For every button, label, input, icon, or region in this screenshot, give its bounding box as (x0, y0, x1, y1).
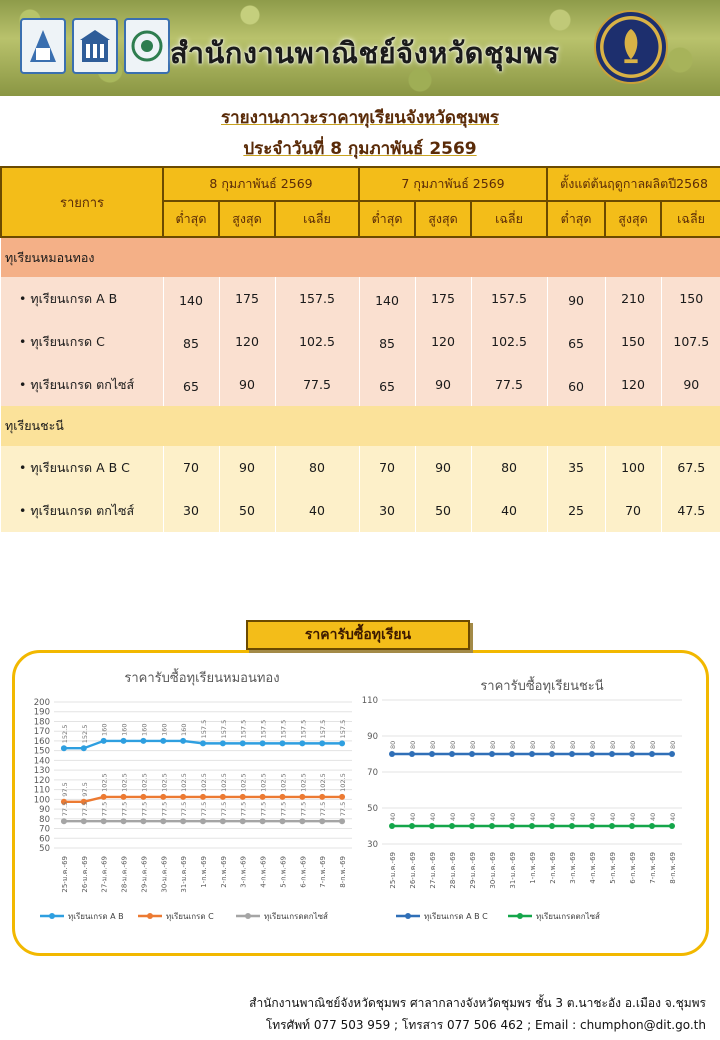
data-point (260, 794, 266, 800)
data-label: 77.5 (319, 801, 328, 817)
data-label: 80 (569, 740, 577, 749)
data-point (509, 751, 515, 757)
x-tick-label: 31-ม.ค.-69 (180, 856, 189, 893)
data-label: 77.5 (239, 801, 248, 817)
emblem-logo (124, 18, 170, 74)
data-label: 77.5 (279, 801, 288, 817)
data-label: 102.5 (140, 773, 149, 792)
x-tick-label: 6-ก.พ.-69 (299, 856, 308, 888)
table-cell: 90 (219, 446, 275, 489)
data-label: 77.5 (180, 801, 189, 817)
data-point (299, 794, 305, 800)
data-point (220, 818, 226, 824)
data-point (549, 823, 555, 829)
data-point (101, 794, 107, 800)
table-row (1, 446, 720, 489)
data-point (429, 823, 435, 829)
table-cell: 90 (415, 446, 471, 489)
footer-address: สำนักงานพาณิชย์จังหวัดชุมพร ศาลากลางจังหวัดชุมพร ชั้น 3 ต.นาชะอัง อ.เมือง จ.ชุมพร (249, 996, 706, 1010)
data-label: 77.5 (100, 801, 109, 817)
y-tick-label: 80 (39, 814, 50, 825)
data-point (319, 740, 325, 746)
table-cell: 140 (163, 277, 219, 320)
x-tick-label: 26-ม.ค.-69 (80, 856, 89, 893)
table-cell: 40 (471, 489, 547, 532)
data-point (649, 823, 655, 829)
group-row (1, 406, 720, 446)
table-cell: 210 (605, 277, 661, 320)
report-title: รายงานภาวะราคาทุเรียนจังหวัดชุมพร (221, 108, 499, 128)
report-date: ประจำวันที่ 8 กุมภาพันธ์ 2569 (243, 139, 477, 159)
y-tick-label: 30 (367, 840, 378, 850)
table-cell: 80 (275, 446, 359, 489)
data-point (409, 751, 415, 757)
data-point (629, 751, 635, 757)
x-tick-label: 27-ม.ค.-69 (100, 856, 109, 893)
data-point (260, 818, 266, 824)
row-label: • ทุเรียนเกรด A B (1, 277, 163, 320)
data-label: 40 (489, 812, 497, 821)
table-cell: 140 (359, 277, 415, 320)
table-row (1, 320, 720, 363)
data-label: 40 (469, 812, 477, 821)
data-label: 157.5 (319, 719, 328, 739)
x-tick-label: 5-ก.พ.-69 (609, 852, 617, 884)
x-tick-label: 4-ก.พ.-69 (259, 856, 268, 888)
data-label: 77.5 (200, 801, 208, 817)
data-point (299, 818, 305, 824)
data-label: 77.5 (140, 801, 149, 817)
data-label: 40 (549, 812, 557, 821)
table-cell: 90 (547, 277, 605, 320)
data-label: 40 (589, 812, 597, 821)
table-cell: 50 (415, 489, 471, 532)
legend-marker (245, 913, 251, 919)
y-tick-label: 170 (33, 727, 50, 738)
max-header: สูงสุด (415, 201, 471, 237)
x-tick-label: 25-ม.ค.-69 (389, 852, 397, 889)
period-header-today: 8 กุมภาพันธ์ 2569 (163, 167, 359, 201)
report-heading (0, 104, 720, 162)
legend-label: ทุเรียนเกรดตกไซส์ (536, 912, 600, 921)
data-label: 102.5 (279, 773, 288, 792)
group-label: ทุเรียนหมอนทอง (1, 237, 720, 277)
data-label: 40 (609, 812, 617, 821)
x-tick-label: 29-ม.ค.-69 (469, 852, 477, 889)
y-tick-label: 60 (39, 834, 50, 845)
data-label: 80 (669, 740, 677, 749)
period-header-yesterday: 7 กุมภาพันธ์ 2569 (359, 167, 547, 201)
data-label: 77.5 (299, 801, 308, 817)
data-label: 40 (409, 812, 417, 821)
table-cell: 25 (547, 489, 605, 532)
table-cell: 70 (163, 446, 219, 489)
data-label: 40 (509, 812, 517, 821)
data-label: 152.5 (80, 724, 89, 744)
data-point (469, 823, 475, 829)
data-label: 77.5 (60, 801, 69, 817)
data-label: 80 (489, 740, 497, 749)
table-cell: 67.5 (661, 446, 720, 489)
data-point (649, 751, 655, 757)
data-label: 160 (140, 723, 149, 736)
table-cell: 85 (359, 320, 415, 363)
data-point (319, 818, 325, 824)
data-point (279, 818, 285, 824)
table-cell: 47.5 (661, 489, 720, 532)
data-point (339, 740, 345, 746)
data-point (339, 818, 345, 824)
data-label: 40 (669, 812, 677, 821)
data-point (160, 794, 166, 800)
data-point (279, 794, 285, 800)
data-point (180, 738, 186, 744)
ministry-logo (20, 18, 66, 74)
data-label: 160 (180, 723, 189, 736)
x-tick-label: 2-ก.พ.-69 (219, 856, 228, 888)
data-label: 40 (569, 812, 577, 821)
data-point (81, 818, 87, 824)
data-label: 102.5 (259, 773, 268, 792)
table-cell: 65 (359, 363, 415, 406)
y-tick-label: 150 (33, 746, 50, 757)
x-tick-label: 3-ก.พ.-69 (239, 856, 248, 888)
table-cell: 100 (605, 446, 661, 489)
table-cell: 80 (471, 446, 547, 489)
data-label: 102.5 (120, 773, 129, 792)
legend-marker (405, 913, 411, 919)
agency-title: สำนักงานพาณิชย์จังหวัดชุมพร (170, 36, 560, 70)
data-label: 157.5 (239, 719, 248, 739)
data-point (569, 751, 575, 757)
data-label: 152.5 (60, 724, 69, 744)
data-label: 80 (589, 740, 597, 749)
data-label: 157.5 (219, 719, 228, 739)
data-label: 160 (100, 723, 109, 736)
data-label: 80 (549, 740, 557, 749)
table-cell: 157.5 (471, 277, 547, 320)
data-label: 102.5 (100, 773, 109, 792)
table-cell: 175 (219, 277, 275, 320)
table-cell: 35 (547, 446, 605, 489)
x-tick-label: 31-ม.ค.-69 (509, 852, 517, 889)
data-point (140, 794, 146, 800)
data-point (429, 751, 435, 757)
y-tick-label: 120 (33, 775, 50, 786)
charts-section-title: ราคารับซื้อทุเรียน (246, 620, 470, 650)
data-label: 102.5 (299, 773, 308, 792)
x-tick-label: 1-ก.พ.-69 (529, 852, 537, 884)
data-point (140, 818, 146, 824)
table-cell: 30 (163, 489, 219, 532)
data-label: 102.5 (339, 773, 348, 792)
max-header: สูงสุด (219, 201, 275, 237)
data-point (61, 818, 67, 824)
x-tick-label: 28-ม.ค.-69 (449, 852, 457, 889)
data-label: 40 (449, 812, 457, 821)
data-label: 157.5 (279, 719, 288, 739)
x-tick-label: 4-ก.พ.-69 (589, 852, 597, 884)
table-row (1, 277, 720, 320)
data-label: 102.5 (239, 773, 248, 792)
min-header: ต่ำสุด (359, 201, 415, 237)
data-label: 160 (160, 723, 169, 736)
legend-label: ทุเรียนเกรดตกไซส์ (264, 912, 328, 921)
period-header-season: ตั้งแต่ต้นฤดูกาลผลิตปี2568 (547, 167, 720, 201)
legend-label: ทุเรียนเกรด A B (68, 912, 124, 921)
data-point (240, 794, 246, 800)
data-point (61, 745, 67, 751)
data-label: 80 (429, 740, 437, 749)
x-tick-label: 6-ก.พ.-69 (629, 852, 637, 884)
table-cell: 50 (219, 489, 275, 532)
data-point (449, 823, 455, 829)
data-point (121, 818, 127, 824)
table-cell: 65 (163, 363, 219, 406)
table-cell: 90 (661, 363, 720, 406)
data-point (160, 818, 166, 824)
data-point (101, 738, 107, 744)
table-cell: 30 (359, 489, 415, 532)
min-header: ต่ำสุด (163, 201, 219, 237)
group-label: ทุเรียนชะนี (1, 406, 720, 446)
data-label: 40 (389, 812, 397, 821)
chart-title: ราคารับซื้อทุเรียนชะนี (480, 679, 604, 694)
data-label: 77.5 (120, 801, 129, 817)
data-label: 80 (529, 740, 537, 749)
data-label: 80 (409, 740, 417, 749)
data-point (160, 738, 166, 744)
data-point (609, 751, 615, 757)
data-point (489, 823, 495, 829)
data-point (121, 738, 127, 744)
data-point (200, 740, 206, 746)
y-tick-label: 90 (367, 732, 378, 742)
data-label: 80 (509, 740, 517, 749)
data-point (449, 751, 455, 757)
row-label: • ทุเรียนเกรด C (1, 320, 163, 363)
data-point (279, 740, 285, 746)
x-tick-label: 25-ม.ค.-69 (60, 856, 69, 893)
data-label: 102.5 (200, 773, 208, 792)
data-point (569, 823, 575, 829)
x-tick-label: 8-ก.พ.-69 (669, 852, 677, 884)
avg-header: เฉลี่ย (275, 201, 359, 237)
y-tick-label: 160 (33, 736, 50, 747)
legend-marker (517, 913, 523, 919)
data-point (389, 751, 395, 757)
data-label: 80 (449, 740, 457, 749)
table-cell: 120 (219, 320, 275, 363)
max-header: สูงสุด (605, 201, 661, 237)
data-point (319, 794, 325, 800)
legend-marker (49, 913, 55, 919)
x-tick-label: 7-ก.พ.-69 (649, 852, 657, 884)
data-point (609, 823, 615, 829)
y-tick-label: 50 (367, 804, 378, 814)
x-tick-label: 28-ม.ค.-69 (120, 856, 129, 893)
data-point (469, 751, 475, 757)
data-point (299, 740, 305, 746)
y-tick-label: 110 (361, 696, 378, 706)
table-cell: 102.5 (275, 320, 359, 363)
data-point (409, 823, 415, 829)
data-label: 80 (609, 740, 617, 749)
table-cell: 102.5 (471, 320, 547, 363)
table-row (1, 489, 720, 532)
data-label: 40 (629, 812, 637, 821)
x-tick-label: 26-ม.ค.-69 (409, 852, 417, 889)
table-cell: 157.5 (275, 277, 359, 320)
data-point (101, 818, 107, 824)
y-tick-label: 50 (39, 844, 50, 854)
data-point (389, 823, 395, 829)
avg-header: เฉลี่ย (661, 201, 720, 237)
data-label: 77.5 (339, 801, 348, 817)
table-cell: 77.5 (471, 363, 547, 406)
data-point (200, 818, 206, 824)
data-point (489, 751, 495, 757)
table-cell: 90 (219, 363, 275, 406)
footer-contact: โทรศัพท์ 077 503 959 ; โทรสาร 077 506 462 ; Email : chumphon@dit.go.th (265, 1018, 706, 1032)
charts-canvas (12, 650, 709, 956)
footer (249, 992, 706, 1036)
y-tick-label: 100 (33, 795, 50, 806)
table-cell: 40 (275, 489, 359, 532)
data-point (240, 740, 246, 746)
data-label: 102.5 (160, 773, 169, 792)
y-tick-label: 130 (33, 766, 50, 777)
data-label: 80 (629, 740, 637, 749)
chart-title: ราคารับซื้อทุเรียนหมอนทอง (124, 671, 280, 686)
table-cell: 90 (415, 363, 471, 406)
y-tick-label: 200 (33, 698, 50, 708)
price-table (0, 166, 720, 532)
data-point (529, 751, 535, 757)
data-label: 97.5 (60, 782, 69, 797)
y-tick-label: 180 (33, 717, 50, 728)
data-point (260, 740, 266, 746)
data-label: 40 (429, 812, 437, 821)
y-tick-label: 90 (39, 805, 50, 816)
table-cell: 70 (605, 489, 661, 532)
avg-header: เฉลี่ย (471, 201, 547, 237)
data-label: 157.5 (259, 719, 268, 739)
data-point (81, 745, 87, 751)
x-tick-label: 8-ก.พ.-69 (339, 856, 348, 888)
data-label: 102.5 (180, 773, 189, 792)
table-cell: 65 (547, 320, 605, 363)
data-point (509, 823, 515, 829)
x-tick-label: 27-ม.ค.-69 (429, 852, 437, 889)
building-logo (72, 18, 118, 74)
data-point (220, 740, 226, 746)
row-label: • ทุเรียนเกรด ตกไซส์ (1, 489, 163, 532)
table-cell: 120 (605, 363, 661, 406)
data-point (629, 823, 635, 829)
data-point (121, 794, 127, 800)
data-label: 77.5 (80, 801, 89, 817)
data-point (589, 823, 595, 829)
legend-label: ทุเรียนเกรด A B C (424, 912, 488, 921)
item-column-header: รายการ (1, 167, 163, 237)
row-label: • ทุเรียนเกรด A B C (1, 446, 163, 489)
y-tick-label: 70 (367, 768, 378, 778)
y-tick-label: 190 (33, 707, 50, 718)
x-tick-label: 3-ก.พ.-69 (569, 852, 577, 884)
x-tick-label: 29-ม.ค.-69 (140, 856, 149, 893)
x-tick-label: 7-ก.พ.-69 (319, 856, 328, 888)
data-point (589, 751, 595, 757)
data-point (240, 818, 246, 824)
table-cell: 77.5 (275, 363, 359, 406)
data-point (180, 818, 186, 824)
data-point (339, 794, 345, 800)
data-label: 80 (389, 740, 397, 749)
data-label: 157.5 (339, 719, 348, 739)
logo-group (20, 18, 170, 74)
data-point (220, 794, 226, 800)
data-point (140, 738, 146, 744)
data-label: 102.5 (319, 773, 328, 792)
province-seal-icon (594, 10, 668, 84)
data-label: 160 (120, 723, 129, 736)
table-cell: 120 (415, 320, 471, 363)
legend-label: ทุเรียนเกรด C (166, 912, 214, 921)
data-label: 97.5 (80, 782, 89, 797)
header-banner (0, 0, 720, 96)
table-cell: 70 (359, 446, 415, 489)
group-row (1, 237, 720, 277)
data-label: 157.5 (299, 719, 308, 739)
min-header: ต่ำสุด (547, 201, 605, 237)
table-cell: 150 (605, 320, 661, 363)
data-label: 80 (469, 740, 477, 749)
x-tick-label: 2-ก.พ.-69 (549, 852, 557, 884)
table-cell: 60 (547, 363, 605, 406)
data-point (529, 823, 535, 829)
data-point (669, 823, 675, 829)
table-cell: 150 (661, 277, 720, 320)
data-point (669, 751, 675, 757)
data-label: 157.5 (200, 719, 208, 739)
data-point (200, 794, 206, 800)
x-tick-label: 5-ก.พ.-69 (279, 856, 288, 888)
data-label: 102.5 (219, 773, 228, 792)
x-tick-label: 30-ม.ค.-69 (489, 852, 497, 889)
x-tick-label: 1-ก.พ.-69 (200, 856, 208, 888)
table-cell: 175 (415, 277, 471, 320)
data-point (549, 751, 555, 757)
data-point (180, 794, 186, 800)
y-tick-label: 110 (33, 785, 50, 796)
data-label: 77.5 (219, 801, 228, 817)
data-label: 77.5 (160, 801, 169, 817)
data-label: 40 (529, 812, 537, 821)
y-tick-label: 140 (33, 756, 50, 767)
x-tick-label: 30-ม.ค.-69 (160, 856, 169, 893)
row-label: • ทุเรียนเกรด ตกไซส์ (1, 363, 163, 406)
table-cell: 107.5 (661, 320, 720, 363)
y-tick-label: 70 (39, 824, 50, 835)
table-cell: 85 (163, 320, 219, 363)
table-row (1, 363, 720, 406)
legend-marker (147, 913, 153, 919)
data-label: 77.5 (259, 801, 268, 817)
data-label: 80 (649, 740, 657, 749)
data-label: 40 (649, 812, 657, 821)
